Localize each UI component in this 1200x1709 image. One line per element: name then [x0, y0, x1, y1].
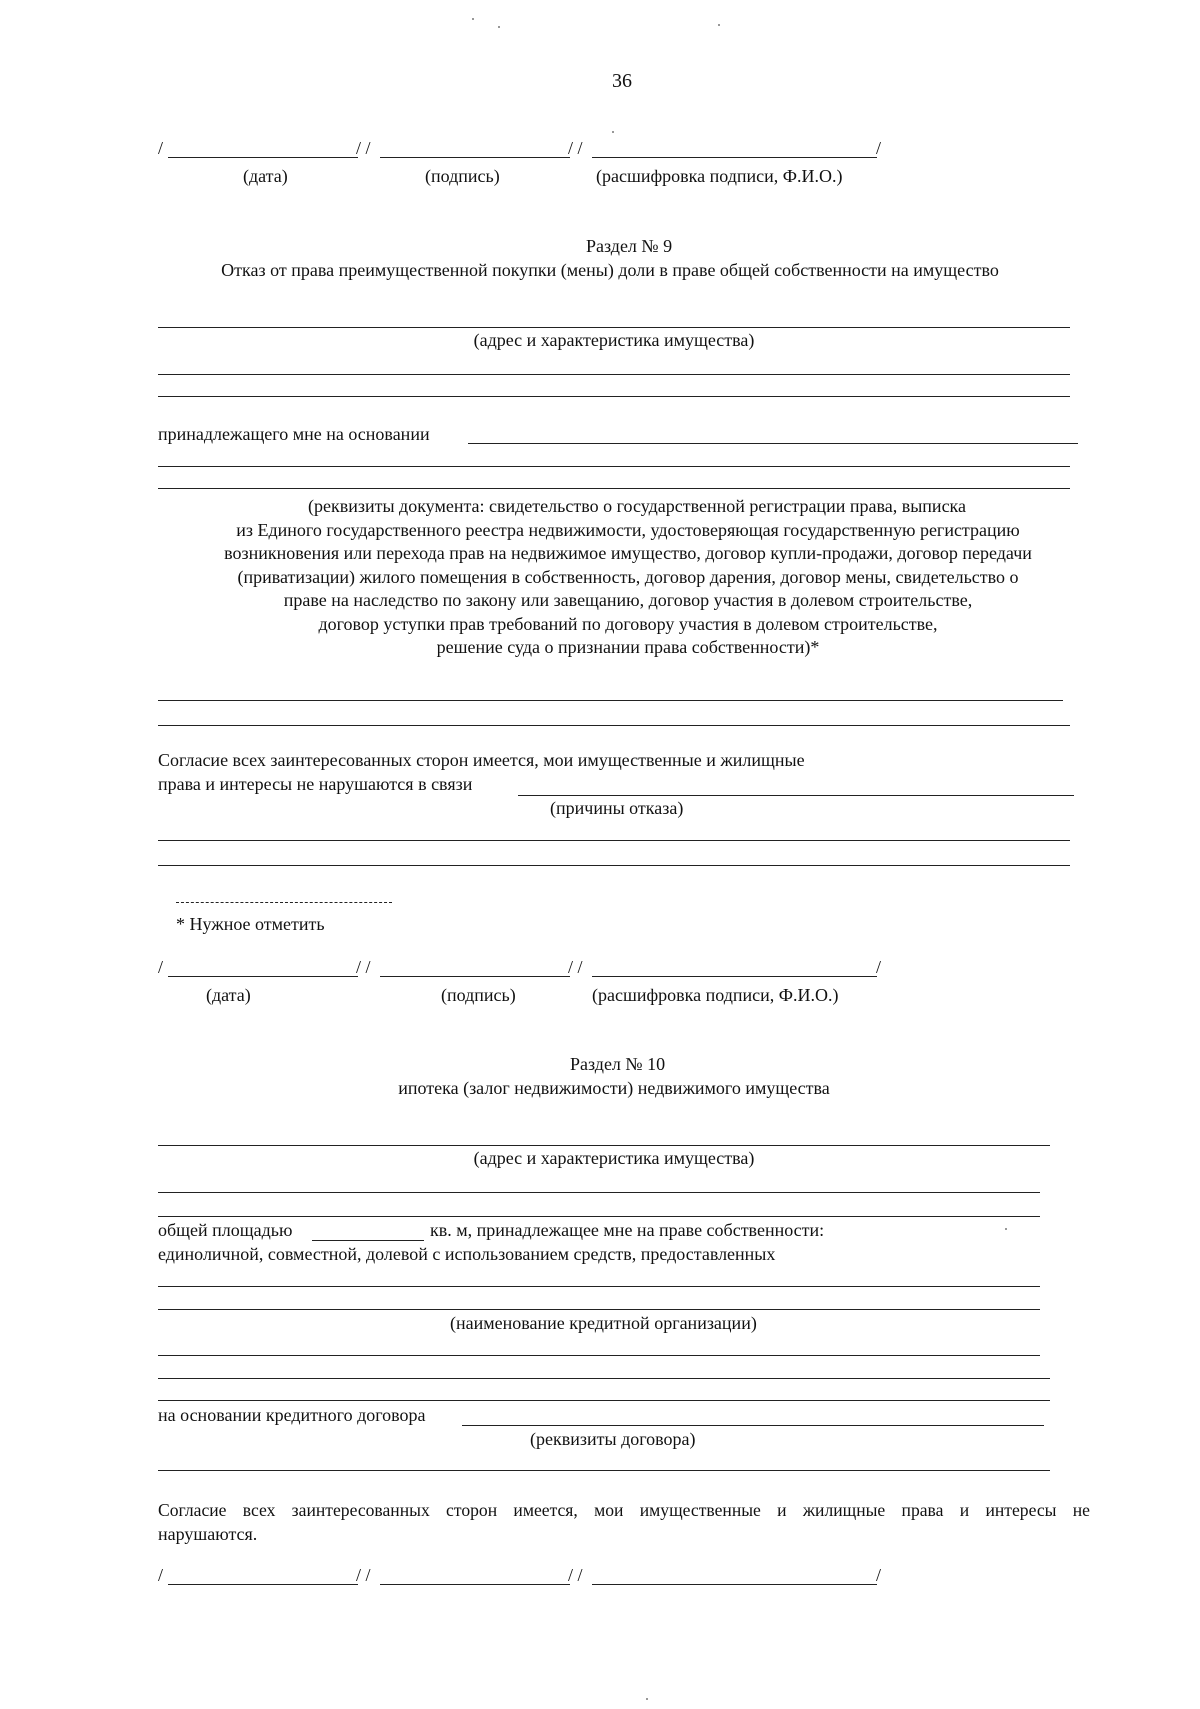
requisites-line: праве на наследство по закону или завещанию, договор участия в долевом строительстве,	[283, 590, 973, 610]
section9-address-line-2[interactable]	[158, 374, 1070, 375]
section10-address-caption: (адрес и характеристика имущества)	[473, 1148, 755, 1168]
name-field[interactable]	[592, 976, 877, 977]
section10-area-suffix: кв. м, принадлежащее мне на праве собственности:	[430, 1220, 825, 1240]
scan-speck	[498, 26, 500, 28]
section9-address-line-3[interactable]	[158, 396, 1070, 397]
section9-consent-line1: Согласие всех заинтересованных сторон имеется, мои имущественные и жилищные	[158, 750, 805, 770]
requisites-line: (приватизации) жилого помещения в собственность, договор дарения, договор мены, свидетельство о	[237, 566, 1019, 587]
section9-address-line[interactable]	[158, 327, 1070, 328]
section10-line[interactable]	[158, 1378, 1050, 1379]
section9-basis-line-2[interactable]	[158, 466, 1070, 467]
scan-speck	[612, 131, 614, 133]
section10-line[interactable]	[158, 1470, 1050, 1471]
section9-reason-line-3[interactable]	[158, 865, 1070, 866]
section10-line[interactable]	[158, 1400, 1050, 1401]
section9-basis-field[interactable]	[468, 443, 1078, 444]
date-field[interactable]	[168, 157, 358, 158]
signature-field[interactable]	[380, 157, 570, 158]
double-slash: / /	[356, 138, 371, 158]
requisites-line: договор уступки прав требований по договору участия в долевом строительстве,	[318, 613, 938, 634]
footnote-rule	[176, 902, 392, 903]
double-slash: / /	[568, 957, 583, 977]
double-slash: / /	[568, 138, 583, 158]
signature-field[interactable]	[380, 976, 570, 977]
slash: /	[876, 1565, 882, 1585]
scan-speck	[646, 1698, 648, 1700]
signature-block-top	[158, 138, 882, 162]
section9-basis-line-3[interactable]	[158, 488, 1070, 489]
section9-reason-line-2[interactable]	[158, 840, 1070, 841]
double-slash: / /	[356, 1565, 371, 1585]
section10-heading: Раздел № 10	[570, 1054, 666, 1074]
section10-credit-org-line[interactable]	[158, 1309, 1040, 1310]
section10-credit-org-caption: (наименование кредитной организации)	[450, 1313, 757, 1333]
section9-line[interactable]	[158, 725, 1070, 726]
section9-requisites	[158, 495, 1098, 660]
scan-speck	[472, 18, 474, 20]
date-caption: (дата)	[243, 166, 288, 186]
slash: /	[158, 1565, 164, 1585]
scan-speck	[718, 24, 720, 26]
date-field[interactable]	[168, 976, 358, 977]
signature-caption: (подпись)	[441, 985, 516, 1005]
requisites-line: решение суда о признании права собственности)*	[436, 637, 820, 657]
section10-area-label: общей площадью	[158, 1220, 293, 1240]
decoding-caption: (расшифровка подписи, Ф.И.О.)	[596, 166, 843, 186]
section9-title: Отказ от права преимущественной покупки (мены) доли в праве общей собственности на имущество	[221, 260, 999, 280]
slash: /	[876, 957, 882, 977]
slash: /	[158, 138, 164, 158]
section10-credit-contract-label: на основании кредитного договора	[158, 1405, 426, 1425]
section9-basis-label: принадлежащего мне на основании	[158, 424, 430, 444]
section10-address-line[interactable]	[158, 1145, 1050, 1146]
date-caption: (дата)	[206, 985, 251, 1005]
requisites-line: возникновения или перехода прав на недвижимое имущество, договор купли-продажи, договор передачи	[224, 543, 1032, 563]
requisites-line: (реквизиты документа: свидетельство о государственной регистрации права, выписка	[307, 496, 967, 516]
scan-speck	[1005, 1228, 1007, 1230]
slash: /	[158, 957, 164, 977]
section10-contract-caption: (реквизиты договора)	[530, 1429, 696, 1449]
signature-block-bottom	[158, 1565, 882, 1589]
section9-reason-caption: (причины отказа)	[550, 798, 684, 818]
section10-consent-line1: Согласие всех заинтересованных сторон имеется, мои имущественные и жилищные права и интересы не	[158, 1500, 1090, 1520]
section10-address-line-3[interactable]	[158, 1216, 1040, 1217]
section10-ownership-line: единоличной, совместной, долевой с использованием средств, предоставленных	[158, 1244, 776, 1264]
name-field[interactable]	[592, 1584, 877, 1585]
section9-consent-line2: права и интересы не нарушаются в связи	[158, 774, 473, 794]
section9-heading: Раздел № 9	[586, 236, 673, 256]
slash: /	[876, 138, 882, 158]
double-slash: / /	[356, 957, 371, 977]
section10-credit-contract-field[interactable]	[462, 1425, 1044, 1426]
section10-line[interactable]	[158, 1355, 1040, 1356]
section10-address-line-2[interactable]	[158, 1192, 1040, 1193]
section10-line[interactable]	[158, 1286, 1040, 1287]
section9-address-caption: (адрес и характеристика имущества)	[473, 330, 755, 350]
signature-field[interactable]	[380, 1584, 570, 1585]
section10-title: ипотека (залог недвижимости) недвижимого имущества	[398, 1078, 830, 1098]
name-field[interactable]	[592, 157, 877, 158]
signature-block-middle	[158, 957, 882, 981]
decoding-caption: (расшифровка подписи, Ф.И.О.)	[592, 985, 839, 1005]
footnote: * Нужное отметить	[176, 914, 325, 934]
section10-consent-line2: нарушаются.	[158, 1524, 258, 1544]
section9-line[interactable]	[158, 700, 1063, 701]
signature-caption: (подпись)	[425, 166, 500, 186]
section9-reason-field[interactable]	[518, 795, 1074, 796]
requisites-line: из Единого государственного реестра недвижимости, удостоверяющая государственную регистрацию	[236, 519, 1020, 540]
date-field[interactable]	[168, 1584, 358, 1585]
double-slash: / /	[568, 1565, 583, 1585]
page-number: 36	[612, 70, 632, 92]
section10-area-field[interactable]	[312, 1240, 424, 1241]
